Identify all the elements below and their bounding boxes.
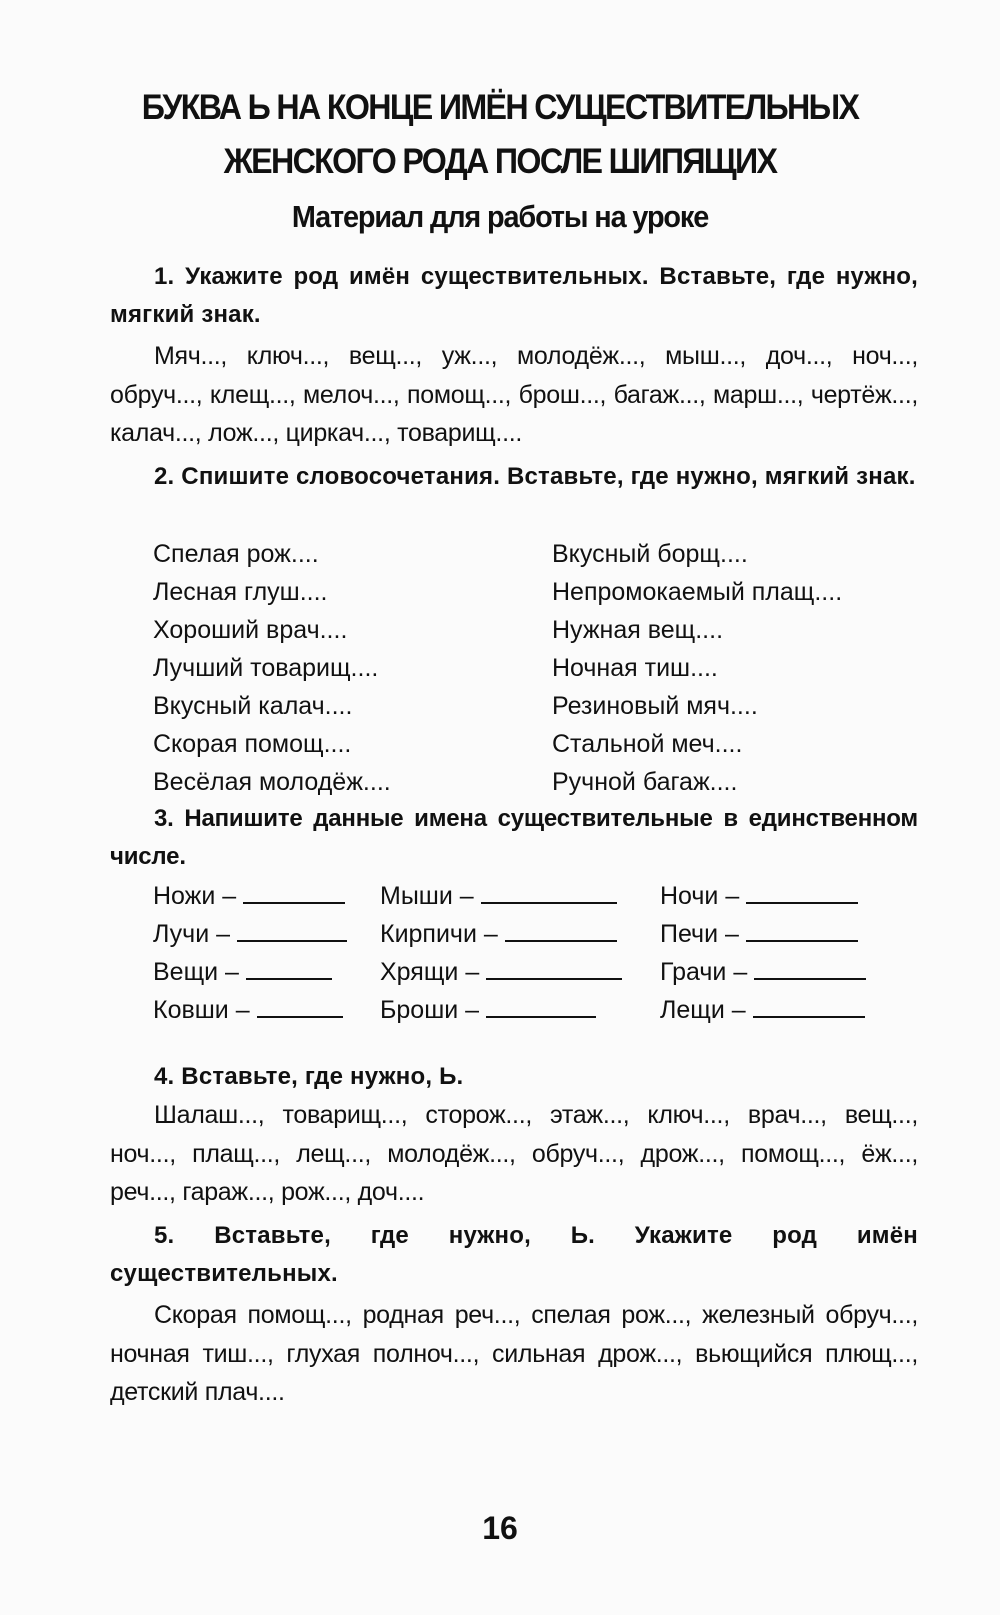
answer-item (660, 991, 865, 1029)
answer-blank[interactable] (746, 880, 858, 904)
phrase-item: Лучший товарищ.... (153, 654, 379, 682)
word-label: Кирпичи – (380, 920, 498, 948)
answer-blank[interactable] (246, 956, 332, 980)
task-3-grid (153, 877, 923, 1037)
answer-blank[interactable] (257, 994, 343, 1018)
answer-blank[interactable] (486, 956, 622, 980)
word-label: Броши – (380, 996, 480, 1024)
phrase-item: Вкусный калач.... (153, 692, 353, 720)
answer-item (380, 953, 622, 991)
phrase-item: Ручной багаж.... (552, 768, 738, 796)
word-label: Лучи – (153, 920, 231, 948)
phrase-item: Стальной меч.... (552, 730, 743, 758)
task-4-heading: 4. Вставьте, где нужно, Ь. (154, 1063, 464, 1090)
answer-blank[interactable] (746, 918, 858, 942)
answer-item (380, 991, 596, 1029)
task-3-heading: 3. Напишите данные имена существительные в единственном числе. (110, 805, 918, 870)
phrase-item: Скорая помощ.... (153, 730, 352, 758)
page-number: 16 (482, 1510, 518, 1546)
phrase-item: Резиновый мяч.... (552, 692, 758, 720)
answer-item (660, 915, 858, 953)
answer-blank[interactable] (486, 994, 596, 1018)
word-label: Вещи – (153, 958, 239, 986)
answer-blank[interactable] (754, 956, 866, 980)
answer-blank[interactable] (243, 880, 345, 904)
word-label: Ножи – (153, 882, 237, 910)
task-2-right-column (552, 535, 842, 801)
word-label: Грачи – (660, 958, 748, 986)
word-label: Ковши – (153, 996, 250, 1024)
answer-item (380, 877, 617, 915)
answer-item (153, 991, 343, 1029)
answer-item (153, 915, 347, 953)
phrase-item: Лесная глуш.... (153, 578, 328, 606)
phrase-item: Непромокаемый плащ.... (552, 578, 843, 606)
task-2-heading: 2. Спишите словосочетания. Вставьте, где нужно, мягкий знак. (154, 463, 916, 490)
task-4-text: Шалаш..., товарищ..., сторож..., этаж..., ключ..., врач..., вещ..., ноч..., плащ..., лещ..., молодёж..., обруч..., дрож..., помощ..., ёж..., реч..., гараж..., рож..., доч.... (110, 1101, 918, 1206)
answer-item (660, 953, 866, 991)
answer-blank[interactable] (237, 918, 347, 942)
word-label: Лещи – (660, 996, 746, 1024)
subtitle: Материал для работы на уроке (291, 199, 709, 234)
word-label: Ночи – (660, 882, 740, 910)
phrase-item: Вкусный борщ.... (552, 540, 748, 568)
title-line-1: БУКВА Ь НА КОНЦЕ ИМЁН СУЩЕСТВИТЕЛЬНЫХ (141, 88, 859, 127)
answer-item (660, 877, 858, 915)
task-5-text: Скорая помощ..., родная реч..., спелая рож..., железный обруч..., ночная тиш..., глухая полноч..., сильная дрож..., вьющийся плющ..., детский плач.... (110, 1301, 918, 1406)
phrase-item: Нужная вещ.... (552, 616, 724, 644)
word-label: Хрящи – (380, 958, 480, 986)
task-1-text: Мяч..., ключ..., вещ..., уж..., молодёж..., мыш..., доч..., ноч..., обруч..., клещ..., мелоч..., помощ..., брош..., багаж..., марш..., чертёж..., калач..., лож..., циркач..., товарищ.... (110, 342, 918, 447)
phrase-item: Весёлая молодёж.... (153, 768, 391, 796)
task-2-left-column (153, 535, 391, 801)
answer-item (153, 877, 345, 915)
answer-blank[interactable] (481, 880, 617, 904)
task-5-heading: 5. Вставьте, где нужно, Ь. Укажите род имён существительных. (110, 1222, 918, 1287)
word-label: Печи – (660, 920, 739, 948)
task-1-heading: 1. Укажите род имён существительных. Вставьте, где нужно, мягкий знак. (110, 263, 918, 328)
answer-item (153, 953, 332, 991)
phrase-item: Хороший врач.... (153, 616, 348, 644)
answer-blank[interactable] (753, 994, 865, 1018)
title-line-2: ЖЕНСКОГО РОДА ПОСЛЕ ШИПЯЩИХ (223, 142, 777, 181)
answer-blank[interactable] (505, 918, 617, 942)
word-label: Мыши – (380, 882, 474, 910)
phrase-item: Ночная тиш.... (552, 654, 718, 682)
phrase-item: Спелая рож.... (153, 540, 319, 568)
answer-item (380, 915, 617, 953)
